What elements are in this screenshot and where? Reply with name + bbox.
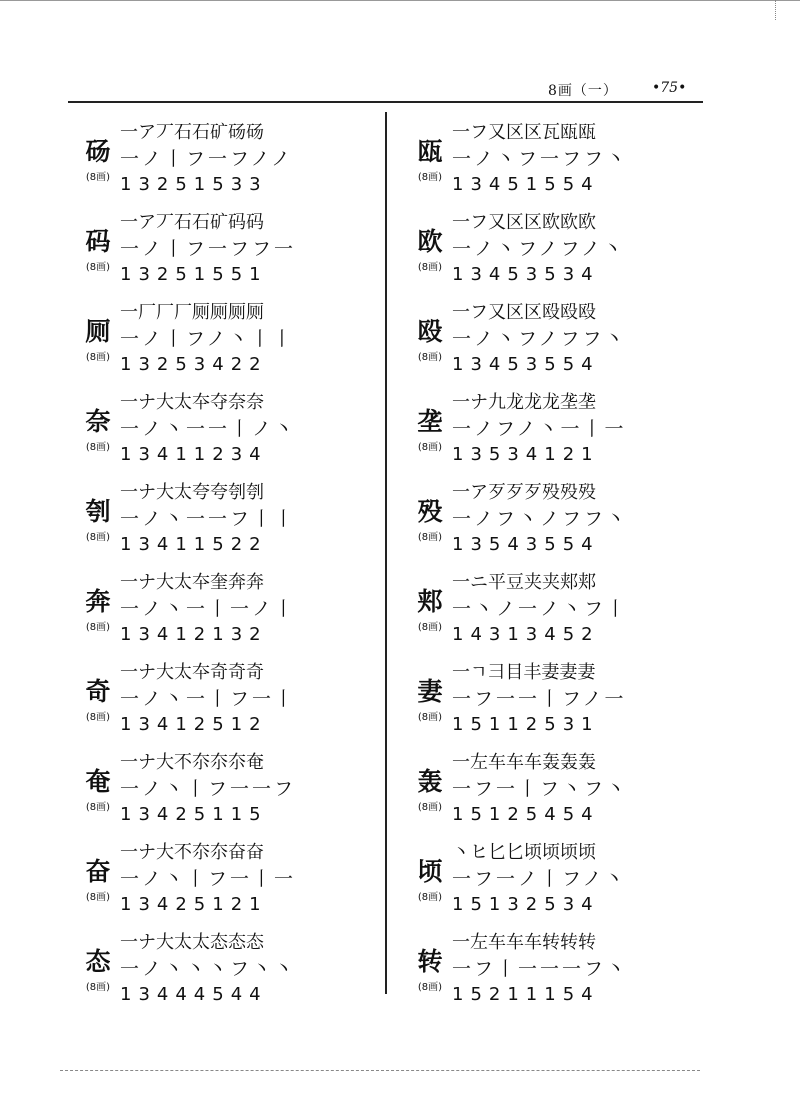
stroke-order-steps: 一ナ大不夵夵奋奋 [120, 842, 264, 863]
stroke-count-label: (8画) [417, 712, 443, 723]
stroke-codes: 15112531 [452, 714, 600, 735]
stroke-codes: 13451554 [452, 174, 600, 195]
stroke-shapes: 一ノ丶一一丨ノ丶 [120, 418, 297, 440]
stroke-codes: 13543554 [452, 534, 600, 555]
character: 奔 [85, 587, 111, 616]
stroke-order-steps: 一フ又区区殴殴殴 [452, 302, 596, 323]
stroke-count-label: (8画) [417, 172, 443, 183]
page-header [68, 76, 700, 102]
stroke-codes: 13534121 [452, 444, 600, 465]
stroke-count-label: (8画) [85, 352, 111, 363]
stroke-shapes: 一フ一ノ丨フノ丶 [452, 868, 627, 890]
stroke-shapes: 一ノ丶フノフフ丶 [452, 328, 627, 350]
stroke-codes: 13453534 [452, 264, 600, 285]
char-entry [402, 658, 732, 746]
char-entry [70, 118, 400, 206]
stroke-shapes: 一ノ丶フ一フフ丶 [452, 148, 629, 170]
stroke-shapes: 一ノ丶一丨フ一丨 [120, 688, 297, 710]
character: 妻 [417, 677, 443, 706]
stroke-order-steps: 一ナ大太夲奇奇奇 [120, 662, 264, 683]
char-entry [70, 838, 400, 926]
stroke-count-label: (8画) [85, 802, 111, 813]
stroke-codes: 13253422 [120, 354, 268, 375]
stroke-count-label: (8画) [85, 892, 111, 903]
char-entry [402, 928, 732, 1016]
stroke-codes: 13412512 [120, 714, 268, 735]
stroke-shapes: 一ノ丶丨フ一一フ [120, 778, 297, 800]
char-entry [70, 478, 400, 566]
character: 欧 [417, 227, 443, 256]
character: 轰 [417, 767, 443, 796]
character: 殁 [417, 497, 443, 526]
stroke-count-label: (8画) [417, 892, 443, 903]
char-entry [402, 568, 732, 656]
header-rule [68, 101, 703, 103]
stroke-shapes: 一ノ丨フ一フノノ [120, 148, 293, 170]
stroke-codes: 13251551 [120, 264, 268, 285]
stroke-shapes: 一ノフノ丶一丨一 [452, 418, 627, 440]
char-entry [402, 298, 732, 386]
stroke-order-steps: 一ニ平豆夹夹郏郏 [452, 572, 596, 593]
character: 奇 [85, 677, 111, 706]
stroke-order-steps: 一ㄱ彐目丰妻妻妻 [452, 662, 596, 683]
stroke-order-steps: 一ア丆石石矿砀砀 [120, 122, 264, 143]
stroke-codes: 13453554 [452, 354, 600, 375]
character: 瓯 [417, 137, 443, 166]
char-entry [70, 748, 400, 836]
character: 转 [417, 947, 443, 976]
stroke-count-label: (8画) [417, 352, 443, 363]
char-entry [70, 928, 400, 1016]
char-entry [402, 478, 732, 566]
stroke-shapes: 一ノ丶一一フ丨丨 [120, 508, 297, 530]
stroke-order-steps: 一フ又区区欧欧欧 [452, 212, 596, 233]
stroke-codes: 13411234 [120, 444, 268, 465]
stroke-codes: 15211154 [452, 984, 600, 1005]
stroke-count-label: (8画) [85, 442, 111, 453]
stroke-count-label: (8画) [85, 982, 111, 993]
stroke-order-steps: 一フ又区区瓦瓯瓯 [452, 122, 596, 143]
character: 码 [85, 227, 111, 256]
stroke-count-label: (8画) [417, 622, 443, 633]
stroke-count-label: (8画) [417, 532, 443, 543]
footer-scan-line [60, 1070, 700, 1072]
stroke-order-steps: 丶ヒ匕匕顷顷顷顷 [452, 842, 596, 863]
stroke-codes: 13444544 [120, 984, 268, 1005]
stroke-codes: 13411522 [120, 534, 268, 555]
stroke-shapes: 一ノ丶丨フ一丨一 [120, 868, 297, 890]
character: 砀 [85, 137, 111, 166]
stroke-count-label: (8画) [417, 982, 443, 993]
stroke-order-steps: 一ナ大太太态态态 [120, 932, 264, 953]
stroke-codes: 13412132 [120, 624, 268, 645]
stroke-shapes: 一ノ丶丶丶フ丶丶 [120, 958, 297, 980]
char-entry [402, 388, 732, 476]
stroke-codes: 13425115 [120, 804, 268, 825]
stroke-count-label: (8画) [417, 442, 443, 453]
stroke-shapes: 一ノフ丶ノフフ丶 [452, 508, 629, 530]
character: 顷 [417, 857, 443, 886]
stroke-count-label: (8画) [85, 712, 111, 723]
char-entry [70, 568, 400, 656]
stroke-codes: 13251533 [120, 174, 268, 195]
character: 奈 [85, 407, 111, 436]
stroke-shapes: 一ノ丶フノフノ丶 [452, 238, 625, 260]
char-entry [402, 838, 732, 926]
char-entry [402, 748, 732, 836]
stroke-shapes: 一フ丨一一一フ丶 [452, 958, 629, 980]
stroke-codes: 13425121 [120, 894, 268, 915]
stroke-shapes: 一ノ丨フ一フフ一 [120, 238, 297, 260]
stroke-codes: 15132534 [452, 894, 600, 915]
char-entry [70, 298, 400, 386]
char-entry [402, 208, 732, 296]
scan-corner-mark [775, 0, 782, 20]
stroke-count-label: (8画) [85, 622, 111, 633]
stroke-count-label: (8画) [417, 262, 443, 273]
char-entry [402, 118, 732, 206]
stroke-count-label: (8画) [85, 172, 111, 183]
character: 奋 [85, 857, 111, 886]
stroke-codes: 14313452 [452, 624, 600, 645]
stroke-shapes: 一丶ノ一ノ丶フ丨 [452, 598, 629, 620]
stroke-order-steps: 一ア歹歹歹殁殁殁 [452, 482, 596, 503]
char-entry [70, 388, 400, 476]
character: 刳 [85, 497, 111, 526]
stroke-shapes: 一ノ丨フノ丶丨丨 [120, 328, 295, 350]
character: 垄 [417, 407, 443, 436]
stroke-count-label: (8画) [417, 802, 443, 813]
stroke-codes: 15125454 [452, 804, 600, 825]
stroke-count-label: (8画) [85, 262, 111, 273]
stroke-shapes: 一フ一丨フ丶フ丶 [452, 778, 629, 800]
character: 奄 [85, 767, 111, 796]
stroke-order-steps: 一ナ大不夵夵夵奄 [120, 752, 264, 773]
stroke-order-steps: 一左车车车转转转 [452, 932, 596, 953]
page-number: •75• [652, 80, 687, 96]
character: 郏 [417, 587, 443, 616]
stroke-order-steps: 一ア丆石石矿码码 [120, 212, 264, 233]
stroke-count-label: (8画) [85, 532, 111, 543]
char-entry [70, 658, 400, 746]
stroke-order-steps: 一ナ大太夸夸刳刳 [120, 482, 264, 503]
stroke-order-steps: 一ナ大太夲夺奈奈 [120, 392, 264, 413]
stroke-order-steps: 一厂厂厂厕厕厕厕 [120, 302, 264, 323]
char-entry [70, 208, 400, 296]
stroke-order-steps: 一ナ九龙龙龙垄垄 [452, 392, 596, 413]
header-section-title: 8画（一） [548, 83, 618, 99]
character: 殴 [417, 317, 443, 346]
character: 厕 [85, 317, 111, 346]
stroke-order-steps: 一左车车车轰轰轰 [452, 752, 596, 773]
character: 态 [85, 947, 111, 976]
stroke-order-steps: 一ナ大太夲奎奔奔 [120, 572, 264, 593]
stroke-shapes: 一フ一一丨フノ一 [452, 688, 627, 710]
stroke-shapes: 一ノ丶一丨一ノ丨 [120, 598, 297, 620]
scan-top-edge [0, 0, 800, 1]
